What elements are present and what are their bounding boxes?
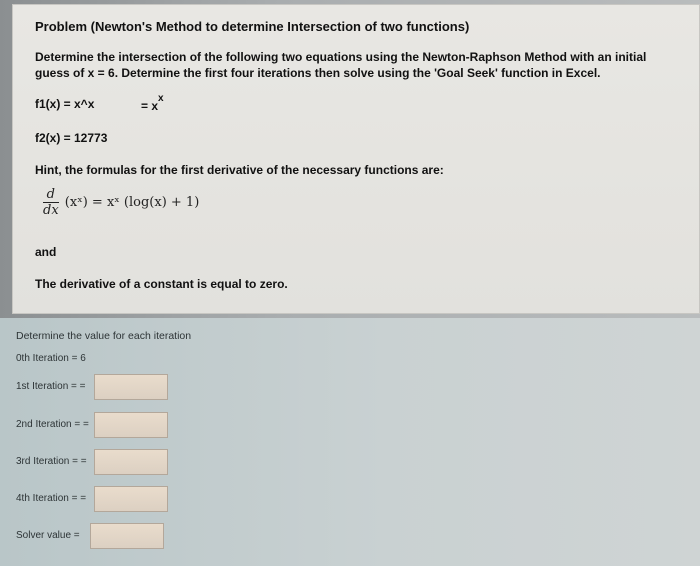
function-f1-rhs-exponent: x [158,93,164,104]
derivative-numerator: d [43,187,59,203]
iteration-1-input[interactable] [94,374,168,400]
iteration-3-input[interactable] [94,449,168,475]
iteration-2-label: 2nd Iteration = = [16,419,89,430]
iteration-1-label: 1st Iteration = = [16,381,86,392]
hint-text: Hint, the formulas for the first derivative of the necessary functions are: [35,163,444,177]
problem-panel [12,4,700,314]
solver-value-input[interactable] [90,523,164,549]
solver-value-label: Solver value = [16,530,80,541]
iteration-4-input[interactable] [94,486,168,512]
and-text: and [35,245,57,259]
derivative-expression: (xˣ) = xˣ (log(x) + 1) [64,195,200,210]
iteration-3-label: 3rd Iteration = = [16,456,87,467]
derivative-fraction [43,187,59,218]
function-f1: f1(x) = x^x [35,97,95,111]
derivative-formula [43,187,199,218]
function-f1-rhs [141,93,164,113]
function-f2: f2(x) = 12773 [35,131,108,145]
derivative-denominator: dx [43,203,59,218]
answers-heading: Determine the value for each iteration [16,330,192,342]
constant-derivative-note: The derivative of a constant is equal to zero. [35,277,288,291]
iteration-2-input[interactable] [94,412,168,438]
answer-panel [0,318,700,566]
iteration-0-label: 0th Iteration = 6 [16,353,86,364]
problem-intro: Determine the intersection of the following two equations using the Newton-Raphson Method with an initial guess of x = 6. Determine the first four iterations then solve using the 'Goal Seek' function in Excel. [35,50,647,80]
iteration-4-label: 4th Iteration = = [16,493,87,504]
problem-title: Problem (Newton's Method to determine Intersection of two functions) [35,19,470,34]
function-f1-rhs-base: = x [141,99,159,113]
